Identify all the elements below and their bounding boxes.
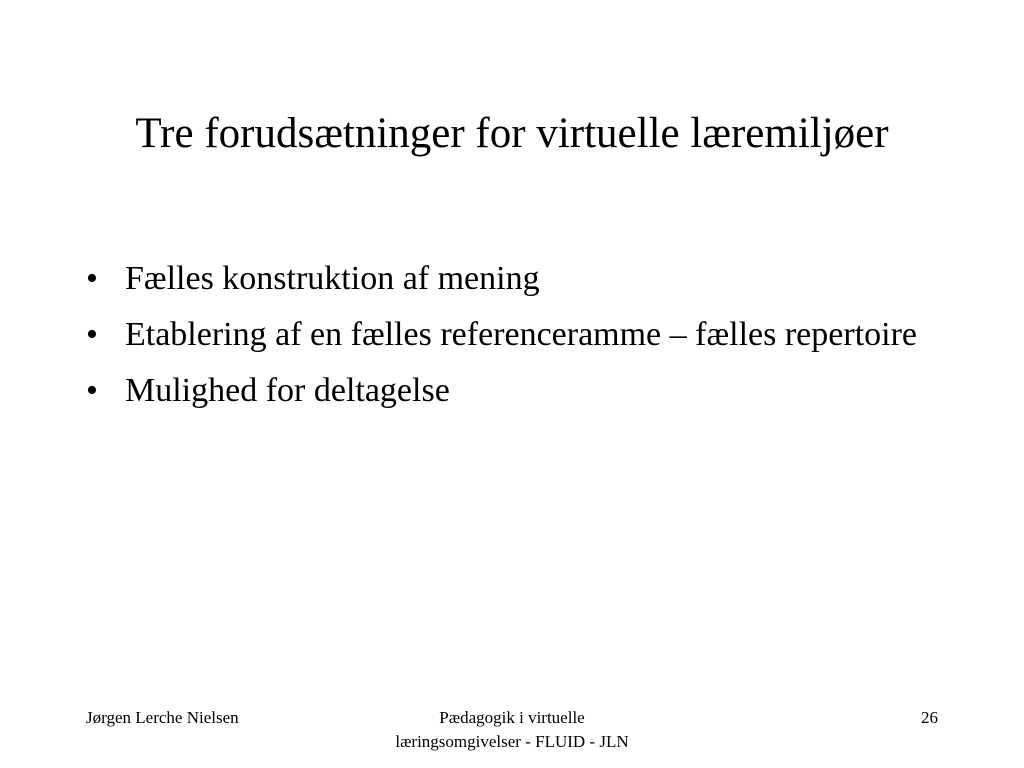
bullet-marker-icon: • [86,260,98,297]
bullet-text: Etablering af en fælles referenceramme – fælles repertoire [125,316,917,353]
footer-course [340,706,684,754]
footer-page-number: 26 [921,708,938,727]
bullet-text: Mulighed for deltagelse [125,372,450,409]
bullet-text: Fælles konstruktion af mening [125,260,540,297]
bullet-marker-icon: • [86,316,98,353]
bullet-item [80,368,940,414]
bullet-item [80,312,940,358]
slide-title: Tre forudsætninger for virtuelle læremiljøer [135,110,889,157]
footer-author: Jørgen Lerche Nielsen [86,708,239,727]
bullet-list [80,256,940,424]
bullet-marker-icon: • [86,372,98,409]
footer-course-line2: læringsomgivelser - FLUID - JLN [395,732,629,751]
bullet-item [80,256,940,302]
footer-course-line1: Pædagogik i virtuelle [439,708,585,727]
